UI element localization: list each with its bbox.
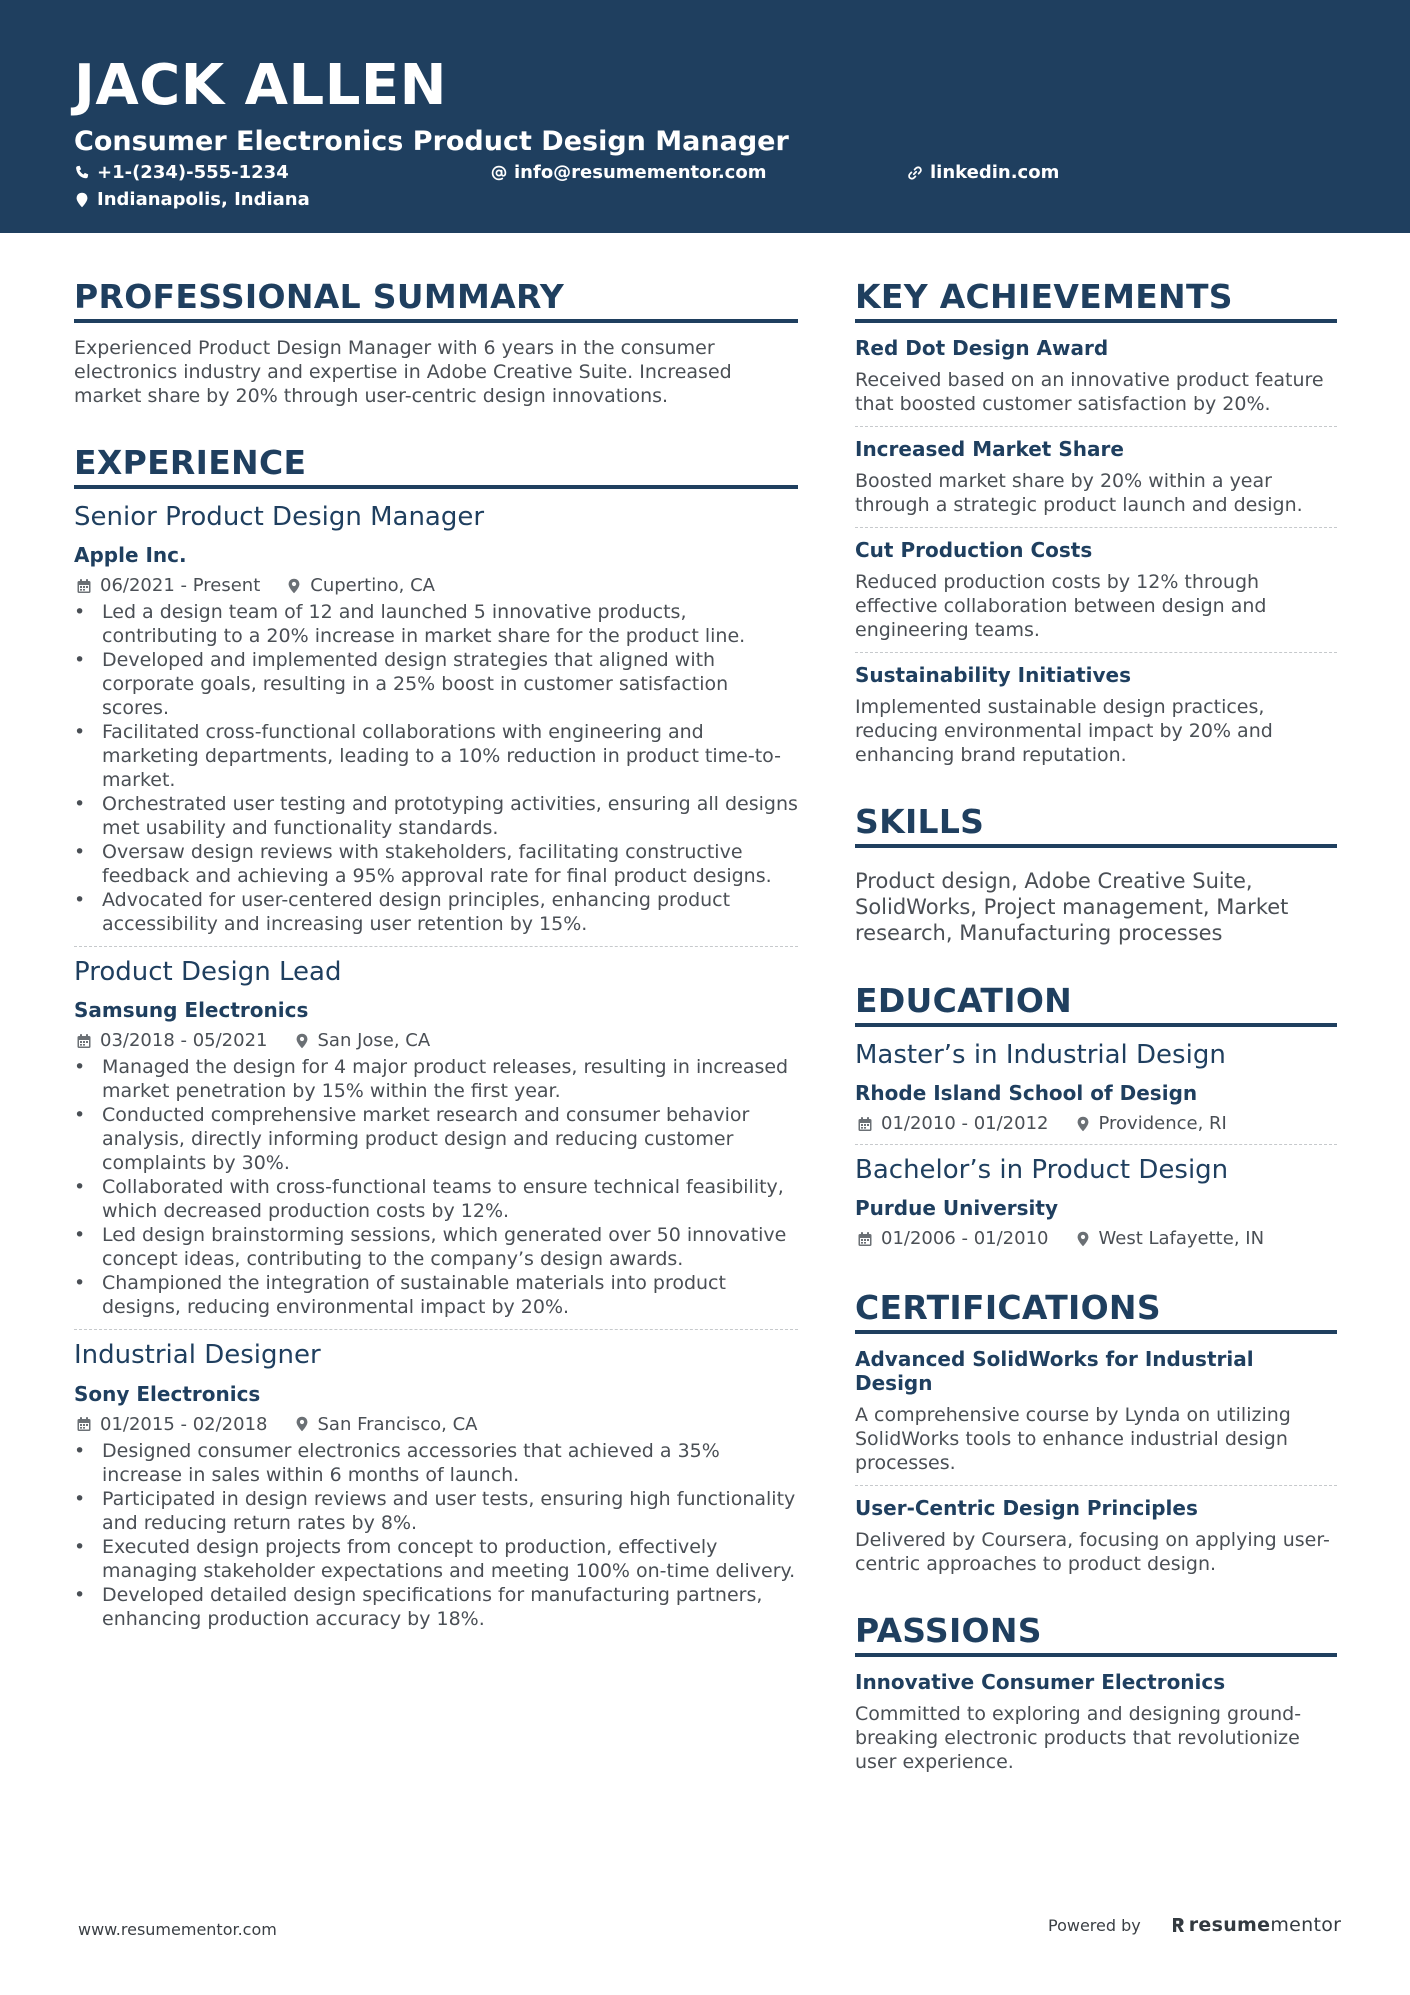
location-pin-icon <box>1075 1116 1091 1132</box>
job-entry <box>74 1340 798 1630</box>
calendar-icon <box>857 1116 873 1132</box>
meta-row <box>855 1113 1337 1134</box>
calendar-icon <box>76 578 92 594</box>
bullet-list <box>74 1055 798 1319</box>
bullet-item: • Executed design projects from concept to production, effectively managing stakeholder expectations and meeting 100% on-time delivery. <box>74 1535 798 1583</box>
divider <box>855 1485 1337 1486</box>
company-name: Apple Inc. <box>74 543 187 568</box>
bullet-item: • Championed the integration of sustainable materials into product designs, reducing environmental impact by 20%. <box>74 1271 798 1319</box>
section-title: PROFESSIONAL SUMMARY <box>74 280 798 323</box>
location-text: Indianapolis, Indiana <box>97 189 310 210</box>
bullet-item: • Orchestrated user testing and prototyping activities, ensuring all designs met usability and functionality standards. <box>74 792 798 840</box>
link-icon <box>907 165 923 181</box>
achievement-title: Sustainability Initiatives <box>855 663 1132 687</box>
divider <box>855 527 1337 528</box>
key-achievements-section <box>855 277 1337 767</box>
meta-row <box>74 1414 798 1435</box>
bullet-item: • Managed the design for 4 major product releases, resulting in increased market penetration by 15% within the first year. <box>74 1055 798 1103</box>
education-section <box>855 981 1337 1250</box>
bullet-list <box>74 1439 798 1631</box>
bullet-item: • Led design brainstorming sessions, which generated over 50 innovative concept ideas, contributing to the company’s design awards. <box>74 1223 798 1271</box>
achievement-text: Received based on an innovative product feature that boosted customer satisfaction by 20%. <box>855 369 1324 415</box>
location-pin-icon <box>286 578 302 594</box>
achievement-text: Implemented sustainable design practices, reducing environmental impact by 20% and enhancing brand reputation. <box>855 696 1273 766</box>
passion-item <box>855 1670 1337 1774</box>
education-entry <box>855 1155 1337 1249</box>
certifications-list <box>855 1347 1337 1576</box>
linkedin-text: linkedin.com <box>930 162 1060 183</box>
location: Providence, RI <box>1098 1113 1227 1135</box>
location-pin-icon <box>1075 1231 1091 1247</box>
achievements-list <box>855 336 1337 767</box>
footer-branding <box>1048 1914 1341 1936</box>
divider <box>74 1329 798 1330</box>
job-title: Senior Product Design Manager <box>74 502 485 532</box>
skills-text: Product design, Adobe Creative Suite, SolidWorks, Project management, Market research, Manufacturing processes <box>855 869 1289 945</box>
meta-row <box>74 575 798 596</box>
calendar-icon <box>857 1231 873 1247</box>
section-title: PASSIONS <box>855 1614 1337 1657</box>
education-list <box>855 1040 1337 1249</box>
date-range: 03/2018 - 05/2021 <box>100 1030 268 1052</box>
calendar-icon <box>76 1033 92 1049</box>
section-title: KEY ACHIEVEMENTS <box>855 280 1337 323</box>
divider <box>74 946 798 947</box>
footer-website-link[interactable]: www.resumementor.com <box>78 1920 277 1939</box>
summary-text: Experienced Product Design Manager with 6 years in the consumer electronics industry and expertise in Adobe Creative Suite. Increased market share by 20% through user-centric design innovations. <box>74 337 732 407</box>
achievement-item <box>855 663 1337 767</box>
candidate-name: JACK ALLEN <box>74 53 447 118</box>
section-title: CERTIFICATIONS <box>855 1291 1337 1334</box>
school-name: Purdue University <box>855 1196 1058 1221</box>
date-range: 01/2006 - 01/2010 <box>881 1228 1049 1250</box>
skills-section <box>855 802 1337 946</box>
job-entry <box>74 957 798 1330</box>
job-title: Industrial Designer <box>74 1340 321 1371</box>
resumementor-logo-icon <box>1171 1916 1185 1934</box>
divider <box>855 426 1337 427</box>
bullet-item: • Developed detailed design specifications for manufacturing partners, enhancing production accuracy by 18%. <box>74 1583 798 1631</box>
job-entry <box>74 502 798 947</box>
date-range: 01/2010 - 01/2012 <box>881 1113 1049 1135</box>
contact-linkedin[interactable] <box>907 164 1059 182</box>
achievement-title: Increased Market Share <box>855 437 1124 461</box>
passions-list <box>855 1670 1337 1774</box>
contact-phone[interactable] <box>74 164 289 182</box>
bullet-item: • Oversaw design reviews with stakeholders, facilitating constructive feedback and achieving a 95% approval rate for final product designs. <box>74 840 798 888</box>
achievement-item <box>855 538 1337 653</box>
passion-title: Innovative Consumer Electronics <box>855 1670 1226 1695</box>
location: Cupertino, CA <box>310 575 435 597</box>
location-pin-icon <box>74 192 90 208</box>
powered-by-text: Powered by <box>1048 1915 1141 1935</box>
company-name: Samsung Electronics <box>74 998 309 1023</box>
divider <box>855 1144 1337 1145</box>
passion-text: Committed to exploring and designing ground-breaking electronic products that revolutionize user experience. <box>855 1703 1302 1774</box>
achievement-item <box>855 336 1337 427</box>
bullet-item: • Participated in design reviews and user tests, ensuring high functionality and reducing return rates by 8%. <box>74 1487 798 1535</box>
achievement-text: Boosted market share by 20% within a year through a strategic product launch and design. <box>855 470 1303 516</box>
logo-text-resume: resume <box>1188 1914 1271 1936</box>
professional-summary-section <box>74 277 798 408</box>
divider <box>855 652 1337 653</box>
email-text: info@resumementor.com <box>514 162 767 183</box>
meta-row <box>855 1228 1337 1249</box>
certification-text: Delivered by Coursera, focusing on applying user-centric approaches to product design. <box>855 1529 1330 1576</box>
section-title: EXPERIENCE <box>74 446 798 489</box>
bullet-item: • Collaborated with cross-functional teams to ensure technical feasibility, which decreased production costs by 12%. <box>74 1175 798 1223</box>
section-title: SKILLS <box>855 805 1337 848</box>
degree-title: Master’s in Industrial Design <box>855 1040 1226 1070</box>
certification-text: A comprehensive course by Lynda on utilizing SolidWorks tools to enhance industrial design processes. <box>855 1404 1291 1475</box>
section-title: EDUCATION <box>855 984 1337 1027</box>
resumementor-logo[interactable] <box>1171 1914 1342 1936</box>
bullet-item: • Led a design team of 12 and launched 5 innovative products, contributing to a 20% increase in market share for the product line. <box>74 600 798 648</box>
bullet-list <box>74 600 798 936</box>
resume-header <box>0 0 1410 233</box>
left-column <box>74 277 798 1631</box>
achievement-text: Reduced production costs by 12% through effective collaboration between design and engineering teams. <box>855 571 1267 641</box>
right-column <box>855 277 1337 1774</box>
bullet-item: • Designed consumer electronics accessories that achieved a 35% increase in sales within 6 months of launch. <box>74 1439 798 1487</box>
location-pin-icon <box>294 1416 310 1432</box>
meta-row <box>74 1030 798 1051</box>
logo-text-mentor: mentor <box>1270 1914 1342 1936</box>
achievement-title: Cut Production Costs <box>855 538 1093 562</box>
at-icon <box>491 165 507 181</box>
calendar-icon <box>76 1416 92 1432</box>
contact-email[interactable] <box>491 164 766 182</box>
location: San Francisco, CA <box>317 1413 478 1435</box>
location-pin-icon <box>294 1033 310 1049</box>
certification-title: User-Centric Design Principles <box>855 1496 1198 1521</box>
degree-title: Bachelor’s in Product Design <box>855 1155 1229 1186</box>
phone-text: +1-(234)-555-1234 <box>97 162 289 183</box>
job-title: Product Design Lead <box>74 957 342 988</box>
location: San Jose, CA <box>317 1030 431 1052</box>
education-entry <box>855 1040 1337 1145</box>
experience-list <box>74 502 798 1631</box>
certification-item <box>855 1347 1337 1486</box>
location: West Lafayette, IN <box>1098 1228 1265 1250</box>
certification-title: Advanced SolidWorks for Industrial Design <box>855 1347 1254 1396</box>
achievement-item <box>855 437 1337 528</box>
date-range: 01/2015 - 02/2018 <box>100 1413 268 1435</box>
company-name: Sony Electronics <box>74 1381 261 1406</box>
bullet-item: • Facilitated cross-functional collaborations with engineering and marketing departments, leading to a 10% reduction in product time-to-market. <box>74 720 798 792</box>
bullet-item: • Developed and implemented design strategies that aligned with corporate goals, resulting in a 25% boost in customer satisfaction scores. <box>74 648 798 720</box>
bullet-item: • Conducted comprehensive market research and consumer behavior analysis, directly informing product design and reducing customer complaints by 30%. <box>74 1103 798 1175</box>
certification-item <box>855 1496 1337 1576</box>
school-name: Rhode Island School of Design <box>855 1081 1198 1106</box>
bullet-item: • Advocated for user-centered design principles, enhancing product accessibility and increasing user retention by 15%. <box>74 888 798 936</box>
passions-section <box>855 1611 1337 1774</box>
achievement-title: Red Dot Design Award <box>855 336 1109 360</box>
contact-location <box>74 191 310 209</box>
date-range: 06/2021 - Present <box>100 575 261 597</box>
candidate-title: Consumer Electronics Product Design Manager <box>74 126 789 157</box>
phone-icon <box>74 165 90 181</box>
certifications-section <box>855 1288 1337 1576</box>
experience-section <box>74 443 798 1631</box>
